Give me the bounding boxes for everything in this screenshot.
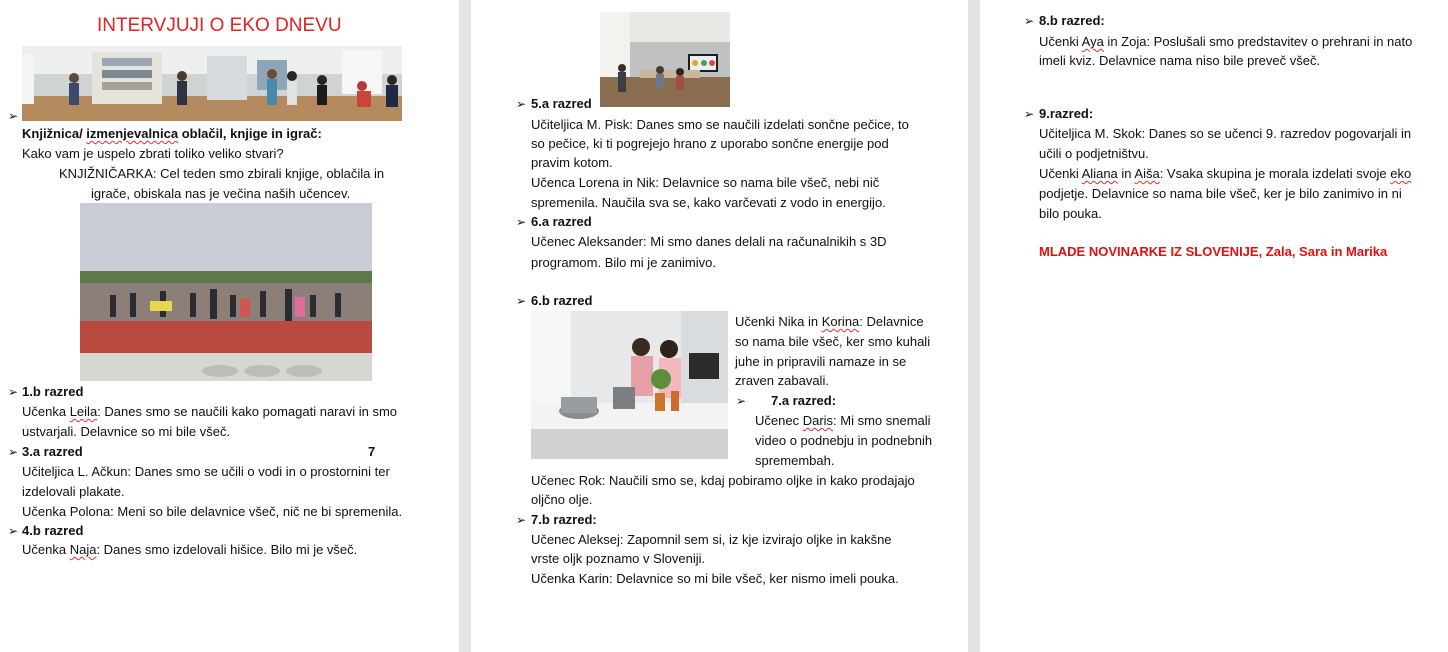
section-9-line1: Učiteljica M. Skok: Danes so se učenci 9. razredov pogovarjali in — [1039, 126, 1412, 141]
section-4b-heading: 4.b razred — [22, 523, 84, 538]
arrowhead-bullet-icon: ➢ — [1024, 107, 1035, 121]
section-5a-heading: 5.a razred — [531, 96, 592, 111]
arrowhead-bullet-icon: ➢ — [516, 513, 527, 527]
section-7a-line1: Učenec Daris: Mi smo snemali — [755, 413, 931, 428]
section-6b-heading: 6.b razred — [531, 293, 593, 308]
arrowhead-bullet-icon: ➢ — [8, 524, 19, 538]
kitchen-photo — [531, 311, 728, 459]
section-7a-line3: spremembah. — [755, 453, 835, 468]
section-6b-line1: Učenki Nika in Korina: Delavnice — [735, 314, 924, 329]
outdoor-event-photo — [80, 203, 372, 381]
section-6a-line1: Učenec Aleksander: Mi smo danes delali na računalnikih s 3D — [531, 234, 887, 249]
section-9-line4: podjetje. Delavnice so nama bile všeč, ker je bilo zanimivo in ni — [1039, 186, 1402, 201]
section-1b-line1: Učenka Leila: Danes smo se naučili kako pomagati naravi in smo — [22, 404, 398, 419]
section-7b-heading: 7.b razred: — [531, 512, 597, 527]
section-3a-line2: izdelovali plakate. — [22, 484, 125, 499]
section-5a-line3: pravim kotom. — [531, 155, 613, 170]
section-6b-line4: zraven zabavali. — [735, 373, 829, 388]
section-6a-line2: programom. Bilo mi je zanimivo. — [531, 255, 716, 270]
arrowhead-bullet-icon: ➢ — [516, 215, 527, 229]
library-photo — [22, 46, 402, 121]
section-7a-line4: Učenec Rok: Naučili smo se, kdaj pobiramo oljke in kako prodajajo — [531, 473, 915, 488]
stray-number: 7 — [368, 444, 376, 459]
arrowhead-bullet-icon: ➢ — [516, 97, 527, 111]
arrowhead-bullet-icon: ➢ — [1024, 14, 1035, 28]
document-title: INTERVJUJI O EKO DNEVU — [97, 15, 342, 36]
arrowhead-bullet-icon: ➢ — [8, 445, 19, 459]
section-7a-line2: video o podnebju in podnebnih — [755, 433, 933, 448]
section-5a-line4: Učenca Lorena in Nik: Delavnice so nama bile všeč, nebi nič — [531, 175, 880, 190]
section-9-line5: bilo pouka. — [1039, 206, 1102, 221]
section-1b-line2: ustvarjali. Delavnice so mi bile všeč. — [22, 424, 231, 439]
section-3a-heading: 3.a razred — [22, 444, 83, 459]
arrowhead-bullet-icon: ➢ — [516, 294, 527, 308]
library-heading: Knjižnica/ izmenjevalnica oblačil, knjige in igrač: — [22, 126, 322, 141]
section-8b-line1: Učenki Aya in Zoja: Poslušali smo predstavitev o prehrani in nato — [1039, 34, 1413, 49]
section-6a-heading: 6.a razred — [531, 214, 592, 229]
arrowhead-bullet-icon: ➢ — [8, 385, 19, 399]
page-2 — [471, 0, 968, 652]
section-7b-line2: vrste oljk poznamo v Sloveniji. — [531, 551, 706, 566]
page-gutter-1 — [459, 0, 471, 652]
section-4b-line1: Učenka Naja: Danes smo izdelovali hišice. Bilo mi je všeč. — [22, 542, 358, 557]
page-3 — [980, 0, 1448, 652]
arrowhead-bullet-icon: ➢ — [736, 394, 747, 408]
page-gutter-2 — [968, 0, 980, 652]
section-9-line3: Učenki Aliana in Aiša: Vsaka skupina je morala izdelati svoje eko — [1039, 166, 1412, 181]
section-9-line2: učili o podjetništvu. — [1039, 146, 1149, 161]
classroom-photo — [600, 12, 730, 107]
section-5a-line1: Učiteljica M. Pisk: Danes smo se naučili izdelati sončne pečice, to — [531, 117, 909, 132]
section-6b-line2: so nama bile všeč, ker smo kuhali — [735, 334, 931, 349]
arrowhead-bullet-icon: ➢ — [8, 109, 19, 123]
section-7b-line3: Učenka Karin: Delavnice so mi bile všeč, ker nismo imeli pouka. — [531, 571, 899, 586]
library-question: Kako vam je uspelo zbrati toliko veliko stvari? — [22, 146, 284, 161]
page-1 — [0, 0, 459, 652]
section-5a-line5: spremenila. Naučila sva se, kako varčevati z vodo in energijo. — [531, 195, 886, 210]
section-8b-heading: 8.b razred: — [1039, 13, 1105, 28]
section-7a-line5: oljčno olje. — [531, 492, 593, 507]
section-7a-heading: 7.a razred: — [771, 393, 837, 408]
credits-line: MLADE NOVINARKE IZ SLOVENIJE, Zala, Sara in Marika — [1039, 244, 1388, 259]
section-7b-line1: Učenec Aleksej: Zapomnil sem si, iz kje izvirajo oljke in kakšne — [531, 532, 892, 547]
library-answer-line2: igrače, obiskala nas je večina naših učencev. — [91, 186, 351, 201]
section-8b-line2: imeli kviz. Delavnice nama niso bile preveč všeč. — [1039, 53, 1321, 68]
section-1b-heading: 1.b razred — [22, 384, 84, 399]
section-9-heading: 9.razred: — [1039, 106, 1094, 121]
section-6b-line3: juhe in pripravili namaze in se — [735, 354, 907, 369]
library-answer-line1: KNJIŽNIČARKA: Cel teden smo zbirali knjige, oblačila in — [59, 166, 385, 181]
section-3a-line1: Učiteljica L. Ačkun: Danes smo se učili o vodi in o prostornini ter — [22, 464, 390, 479]
section-3a-line3: Učenka Polona: Meni so bile delavnice všeč, nič ne bi spremenila. — [22, 504, 403, 519]
section-5a-line2: so pečice, ki ti pogrejejo hrano z uporabo sončne energije pod — [531, 136, 889, 151]
